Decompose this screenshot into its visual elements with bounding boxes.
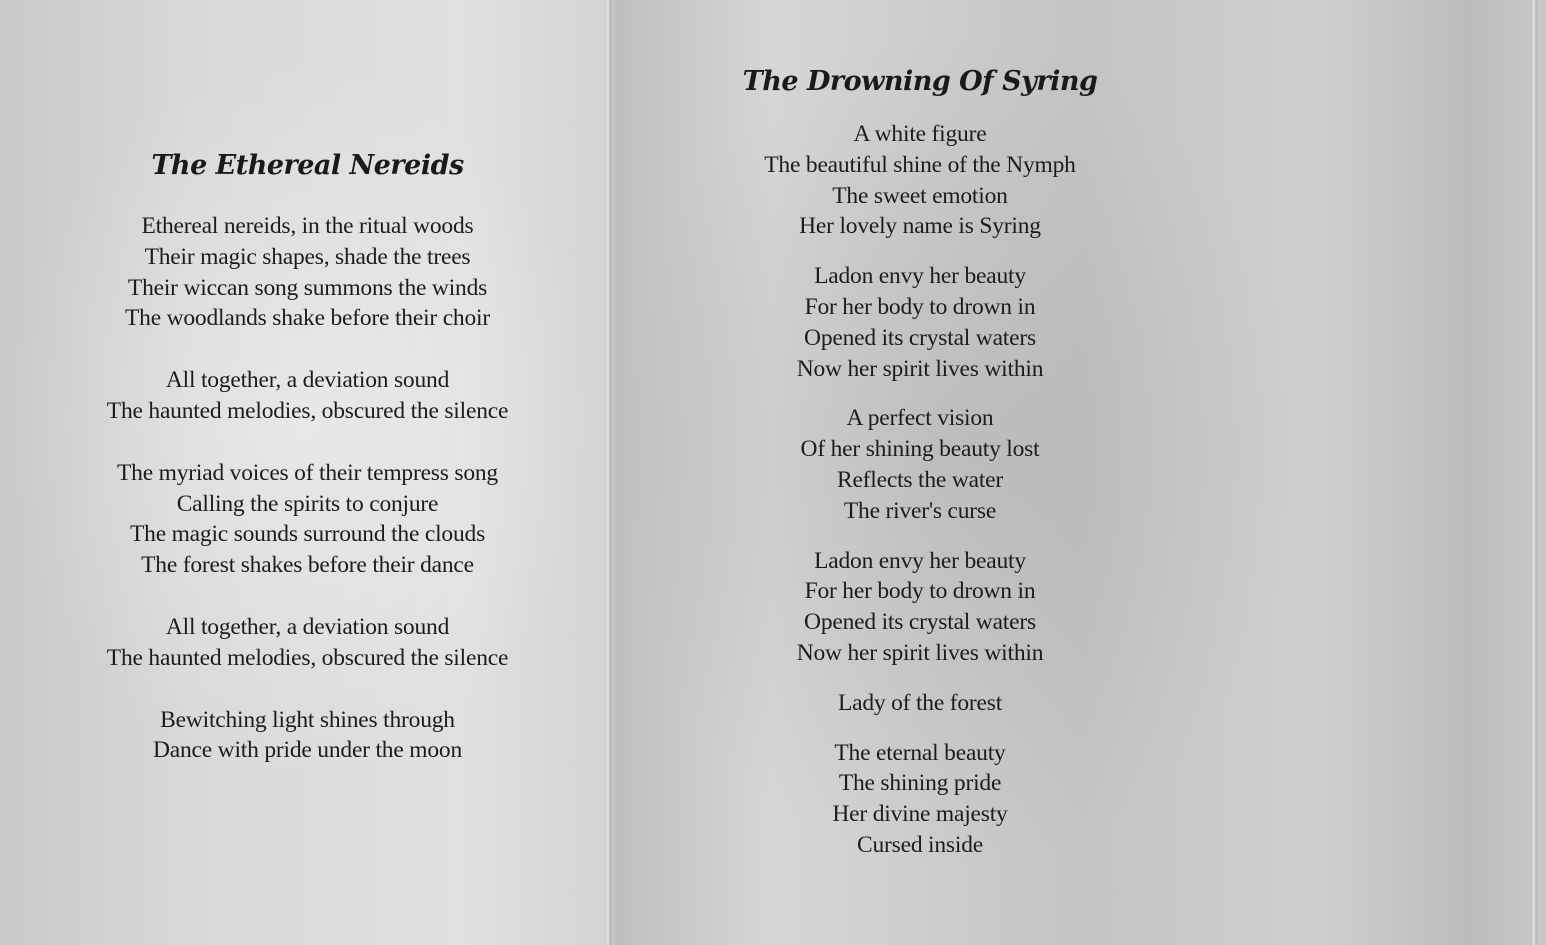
- stanza: [40, 612, 575, 674]
- lyric-line: Of her shining beauty lost: [800, 436, 1040, 463]
- stanza: [40, 365, 575, 427]
- lyric-line: Calling the spirits to conjure: [176, 490, 439, 517]
- stanza: [660, 688, 1180, 719]
- lyric-line: Their wiccan song summons the winds: [127, 274, 488, 301]
- lyric-line: Ladon envy her beauty: [814, 547, 1026, 574]
- stanza: [660, 119, 1180, 242]
- stanza: [40, 705, 575, 767]
- lyric-line: Reflects the water: [836, 466, 1004, 493]
- lyric-line: The eternal beauty: [834, 739, 1006, 766]
- lyric-line: All together, a deviation sound: [165, 613, 450, 640]
- lyric-line: The beautiful shine of the Nymph: [764, 151, 1076, 178]
- stanza: [660, 546, 1180, 669]
- lyric-line: Their magic shapes, shade the trees: [144, 243, 471, 270]
- right-song-title: The Drowning Of Syring: [742, 66, 1098, 97]
- lyric-line: Cursed inside: [857, 831, 983, 858]
- paper-fold-line: [606, 0, 612, 945]
- lyric-line: Lady of the forest: [837, 689, 1003, 716]
- lyric-line: Now her spirit lives within: [796, 355, 1044, 382]
- lyric-line: For her body to drown in: [804, 293, 1036, 320]
- stanza: [40, 211, 575, 334]
- lyric-line: The magic sounds surround the clouds: [129, 521, 486, 548]
- lyric-line: The myriad voices of their tempress song: [117, 459, 498, 486]
- lyric-line: A perfect vision: [846, 405, 994, 432]
- lyric-line: All together, a deviation sound: [165, 367, 450, 394]
- stanza: [660, 261, 1180, 384]
- lyric-line: Her lovely name is Syring: [799, 213, 1041, 240]
- lyric-line: Opened its crystal waters: [804, 609, 1036, 636]
- stanza: [660, 738, 1180, 861]
- lyric-line: Her divine majesty: [832, 801, 1008, 828]
- lyric-line: The haunted melodies, obscured the silence: [106, 397, 509, 424]
- left-song-title: The Ethereal Nereids: [151, 150, 464, 181]
- lyric-line: Opened its crystal waters: [804, 324, 1036, 351]
- lyric-line: The shining pride: [838, 770, 1002, 797]
- lyric-line: The haunted melodies, obscured the silence: [106, 644, 509, 671]
- lyric-line: The river's curse: [843, 497, 997, 524]
- lyric-line: Ethereal nereids, in the ritual woods: [141, 213, 474, 239]
- lyric-line: The forest shakes before their dance: [141, 552, 474, 579]
- stanza: [40, 458, 575, 581]
- paper-fold-line: [1532, 0, 1538, 945]
- lyric-line: Ladon envy her beauty: [814, 263, 1026, 290]
- lyric-line: For her body to drown in: [804, 578, 1036, 605]
- lyric-line: Now her spirit lives within: [796, 639, 1044, 666]
- stanza: [660, 403, 1180, 526]
- right-song-column: [660, 66, 1180, 880]
- lyric-line: Bewitching light shines through: [160, 706, 455, 733]
- lyric-line: The woodlands shake before their choir: [124, 305, 490, 332]
- lyric-line: Dance with pride under the moon: [153, 737, 462, 764]
- lyric-line: The sweet emotion: [832, 182, 1008, 209]
- lyric-line: A white figure: [853, 121, 987, 147]
- left-song-column: [40, 150, 575, 797]
